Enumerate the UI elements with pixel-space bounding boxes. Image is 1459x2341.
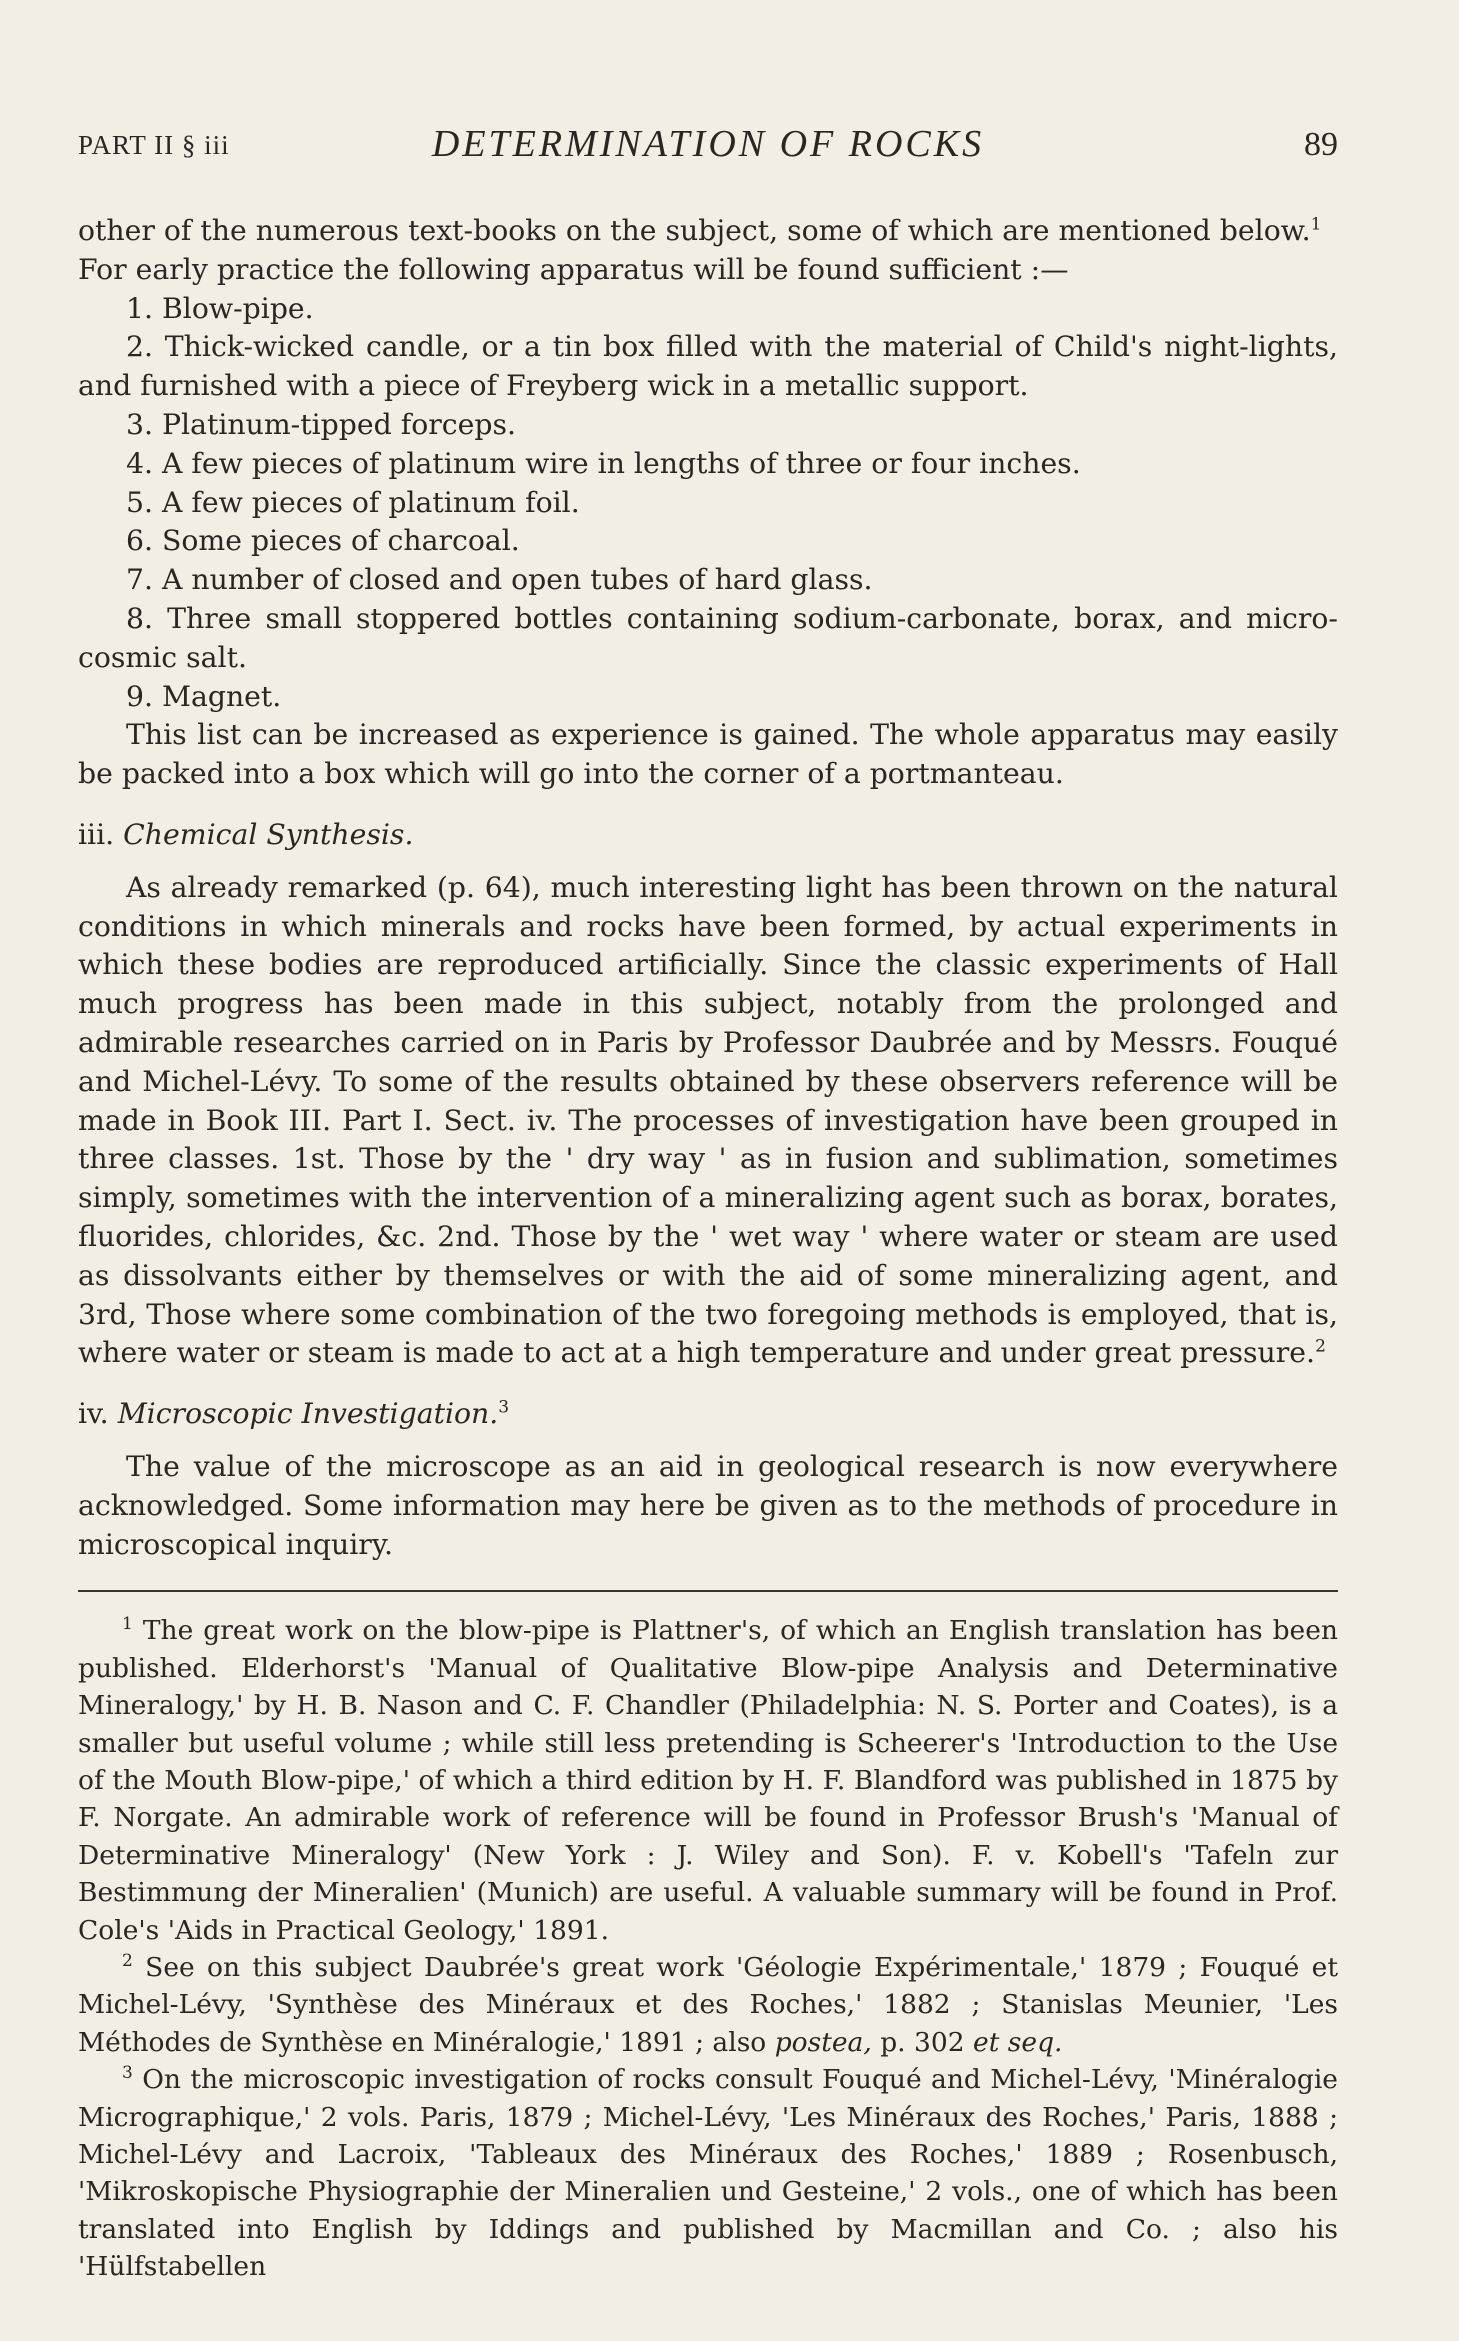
list-item: 7. A number of closed and open tubes of hard glass. [126,563,873,597]
footnote: $^3$ On the microscopic investigation of rocks consult Fouqué and Michel-Lévy, 'Minéralogie Micrographique,' 2 vols. Paris, 1879 ; Michel-Lévy, 'Les Minéraux des Roches,' Paris, 1888 ; Michel-Lévy and Lacroix, 'Tableaux des Minéraux des Roches,' 1889 ; Rosenbusch, 'Mikroskopische Physiographie der Mineralien und Gesteine,' 2 vols., one of which has been translated into English by Iddings and published by Macmillan and Co. ; also his 'Hülfstabellen [78,2063,1338,2283]
running-header [78,122,1338,170]
list-item: 6. Some pieces of charcoal. [126,524,520,558]
footnote-ref-1: 1 [1310,214,1322,235]
footnote: $^1$ The great work on the blow-pipe is Plattner's, of which an English translation has been published. Elderhorst's 'Manual of Qualitative Blow-pipe Analysis and Determinative Mineralogy,' by H. B. Nason and C. F. Chandler (Philadelphia: N. S. Porter and Coates), is a smaller but useful volume ; while still less pretending is Scheerer's 'Introduction to the Use of the Mouth Blow-pipe,' of which a third edition by H. F. Blandford was published in 1875 by F. Norgate. An admirable work of reference will be found in Professor Brush's 'Manual of Determinative Mineralogy' (New York : J. Wiley and Son). F. v. Kobell's 'Tafeln zur Bestimmung der Mineralien' (Munich) are useful. A valuable summary will be found in Prof. Cole's 'Aids in Practical Geology,' 1891. [78,1614,1338,1946]
section-paragraph: The value of the microscope as an aid in geological research is now everywhere acknowledged. Some information may here be given as to the methods of procedure in microscopical inquiry. [78,1449,1338,1561]
list-item: 8. Three small stoppered bottles containing sodium-carbonate, borax, and micro-cosmic salt. [78,601,1338,674]
list-item: 2. Thick-wicked candle, or a tin box filled with the material of Child's night-lights, and furnished with a piece of Freyberg wick in a metallic support. [78,330,1338,403]
header-title: DETERMINATION OF ROCKS [431,123,985,165]
header-part: PART II § iii [78,130,230,160]
list-item: 9. Magnet. [126,679,282,713]
footnote-ref-2: 2 [1315,1336,1326,1357]
section-heading-chemical-synthesis: iii. Chemical Synthesis. [78,817,414,851]
footnote-divider [78,1590,1338,1592]
section-heading-microscopic-investigation: iv. Microscopic Investigation.$^3$ [78,1397,510,1431]
list-item: 5. A few pieces of platinum foil. [126,485,580,519]
list-item: 4. A few pieces of platinum wire in lengths of three or four inches. [126,446,1081,480]
list-item: 1. Blow-pipe. [126,291,314,325]
footnote: $^2$ See on this subject Daubrée's great work 'Géologie Expérimentale,' 1879 ; Fouqué et Michel-Lévy, 'Synthèse des Minéraux et des Roches,' 1882 ; Stanislas Meunier, 'Les Méthodes de Synthèse en Minéralogie,' 1891 ; also postea, p. 302 et seq. [78,1951,1338,2058]
section-paragraph: As already remarked (p. 64), much interesting light has been thrown on the natural conditions in which minerals and rocks have been formed, by actual experiments in which these bodies are reproduced artificially. Since the classic experiments of Hall much progress has been made in this subject, notably from the prolonged and admirable researches carried on in Paris by Professor Daubrée and by Messrs. Fouqué and Michel-Lévy. To some of the results obtained by these observers reference will be made in Book III. Part I. Sect. iv. The processes of investigation have been grouped in three classes. 1st. Those by the ' dry way ' as in fusion and sublimation, sometimes simply, sometimes with the intervention of a mineralizing agent such as borax, borates, fluorides, chlorides, &c. 2nd. Those by the ' wet way ' where water or steam are used as dissolvants either by themselves or with the aid of some mineralizing agent, and 3rd, Those where some combination of the two foregoing methods is employed, that is, where water or steam is made to act at a high temperature and under great pressure.$^2$ [78,870,1338,1370]
intro-paragraph: other of the numerous text-books on the subject, some of which are mentioned below.$^1$ [78,214,1322,247]
intro-paragraph-2: For early practice the following apparatus will be found sufficient :— [78,252,1069,286]
footnotes [78,1612,1338,2285]
list-note: This list can be increased as experience is gained. The whole apparatus may easily be packed into a box which will go into the corner of a portmanteau. [78,718,1338,791]
page-number: 89 [1304,126,1338,163]
list-item: 3. Platinum-tipped forceps. [126,407,516,441]
body-text [78,212,1338,2286]
footnote-ref-3: 3 [498,1397,510,1418]
